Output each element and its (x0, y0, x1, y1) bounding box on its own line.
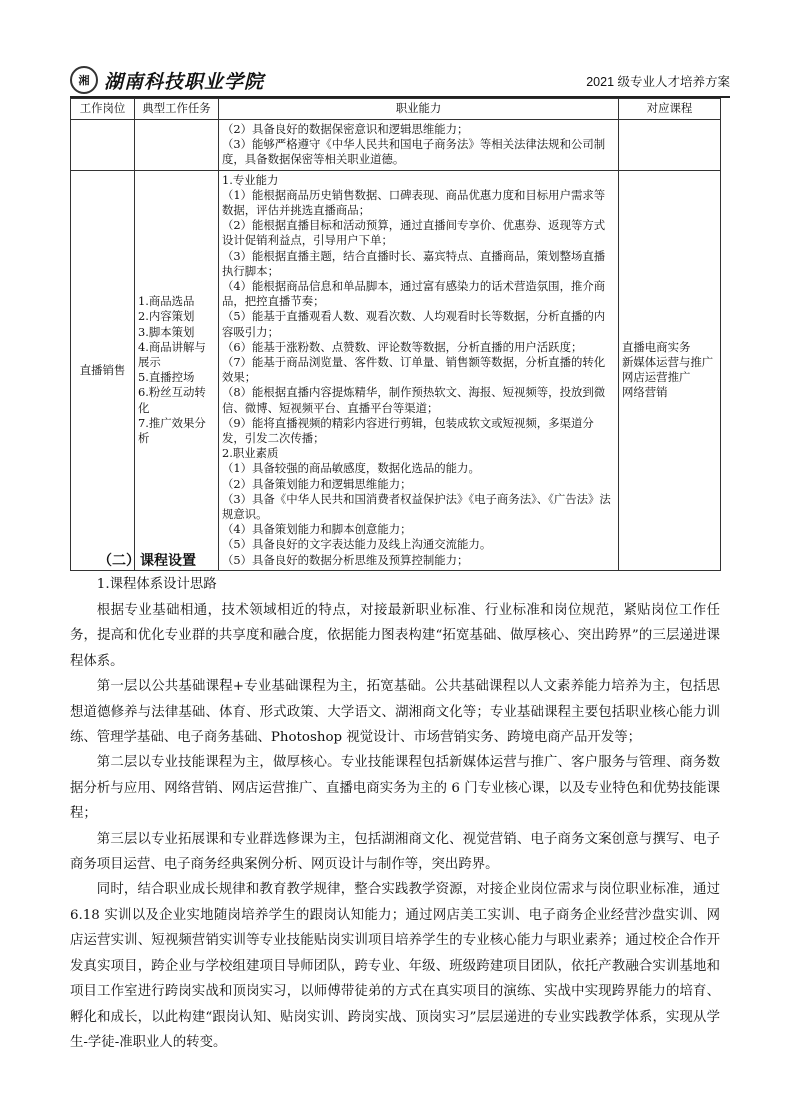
section-title: （二）课程设置 (98, 553, 196, 569)
column-header-tasks: 典型工作任务 (135, 99, 219, 120)
ability-line: （3）能根据直播主题，结合直播时长、嘉宾特点、直播商品，策划整场直播执行脚本； (222, 248, 606, 278)
ability-line: （2）具备策划能力和逻辑思维能力； (222, 476, 412, 491)
cell-position-empty (71, 120, 135, 171)
cell-tasks-empty (135, 120, 219, 171)
ability-line: （5）能基于直播观看人数、观看次数、人均观看时长等数据，分析直播的内容吸引力； (222, 309, 606, 339)
job-ability-table (70, 98, 721, 571)
column-header-abilities: 职业能力 (219, 99, 619, 120)
course-item: 直播电商实务 (622, 339, 691, 354)
column-header-courses: 对应课程 (619, 99, 721, 120)
task-item: 6.粉丝互动转化 (138, 385, 206, 415)
cell-tasks (135, 170, 219, 570)
table-header-row (71, 99, 721, 120)
cell-abilities (219, 170, 619, 570)
cell-position: 直播销售 (71, 170, 135, 570)
ability-line: （1）具备较强的商品敏感度，数据化选品的能力。 (222, 461, 480, 476)
column-header-position: 工作岗位 (71, 99, 135, 120)
paragraph: 根据专业基础相通，技术领域相近的特点，对接最新职业标准、行业标准和岗位规范，紧贴岗位工作任务，提高和优化专业群的共享度和融合度，依据能力图表构建“拓宽基础、做厚核心、突出跨界”的三层递进课程体系。 (70, 603, 720, 669)
task-item: 7.推广效果分析 (138, 415, 206, 446)
ability-line: （7）能基于商品浏览量、客件数、订单量、销售额等数据，分析直播的转化效果； (222, 355, 606, 385)
course-item: 网店运营推广 (622, 370, 691, 385)
school-logo (70, 66, 264, 94)
school-seal-icon: 湘 (70, 66, 98, 94)
task-item: 4.商品讲解与展示 (138, 339, 206, 370)
plan-title: 2021 级专业人才培养方案 (586, 75, 730, 89)
course-item: 网络营销 (622, 385, 668, 400)
school-name: 湖南科技职业学院 (104, 70, 265, 93)
ability-line: （3）能够严格遵守《中华人民共和国电子商务法》等相关法律法规和公司制度，具备数据保密等相关职业道德。 (222, 137, 606, 167)
ability-line: （4）具备策划能力和脚本创意能力； (222, 522, 412, 537)
page-header (70, 66, 730, 98)
cell-courses (619, 170, 721, 570)
cell-abilities-continued (219, 120, 619, 171)
ability-line: （8）能根据直播内容提炼精华，制作预热软文、海报、短视频等，投放到微信、微博、短视频平台、直播平台等渠道； (222, 385, 606, 415)
ability-line: （5）具备良好的数据分析思维及预算控制能力； (222, 552, 469, 567)
ability-line: （2）具备良好的数据保密意识和逻辑思维能力； (222, 122, 469, 136)
ability-line: （1）能根据商品历史销售数据、口碑表现、商品优惠力度和目标用户需求等数据，评估并挑选直播商品； (222, 187, 606, 218)
course-setup-section (70, 550, 720, 1055)
paragraph: 第一层以公共基础课程+专业基础课程为主，拓宽基础。公共基础课程以人文素养能力培养为主，包括思想道德修养与法律基础、体育、形式政策、大学语文、湖湘商文化等；专业基础课程主要包括职业核心能力训练、管理学基础、电子商务基础、Photoshop 视觉设计、市场营销实务、跨境电商产品开发等； (70, 679, 720, 746)
ability-line: （5）具备良好的文字表达能力及线上沟通交流能力。 (222, 537, 492, 552)
section-subtitle: 1.课程体系设计思路 (96, 577, 217, 592)
course-item: 新媒体运营与推广 (622, 355, 714, 370)
ability-line: （9）能将直播视频的精彩内容进行剪辑，包装成软文或短视频，多渠道分发，引发二次传播； (222, 415, 594, 446)
task-item: 5.直播控场 (138, 370, 195, 385)
ability-line: （3）具备《中华人民共和国消费者权益保护法》《电子商务法》、《广告法》法规意识。 (222, 491, 611, 522)
ability-line: （2）能根据直播目标和活动预算，通过直播间专享价、优惠券、返现等方式设计促销利益点，引导用户下单； (222, 218, 606, 248)
table-row-continued (71, 120, 721, 171)
task-item: 3.脚本策划 (138, 324, 195, 339)
paragraph: 第二层以专业技能课程为主，做厚核心。专业技能课程包括新媒体运营与推广、客户服务与管理、商务数据分析与应用、网络营销、网店运营推广、直播电商实务为主的 6 门专业核心课，以及专业特色和优势技能课程； (70, 755, 720, 822)
table-row-live-sales (71, 170, 721, 570)
task-item: 1.商品选品 (138, 294, 195, 309)
ability-line: （6）能基于涨粉数、点赞数、评论数等数据，分析直播的用户活跃度； (222, 339, 583, 354)
paragraph: 第三层以专业拓展课和专业群选修课为主，包括湖湘商文化、视觉营销、电子商务文案创意与撰写、电子商务项目运营、电子商务经典案例分析、网页设计与制作等，突出跨界。 (70, 831, 720, 873)
cell-courses-empty (619, 120, 721, 171)
paragraph: 同时，结合职业成长规律和教育教学规律，整合实践教学资源，对接企业岗位需求与岗位职业标准，通过 6.18 实训以及企业实地随岗培养学生的跟岗认知能力；通过网店美工实训、电子商务企业经营沙盘实训、网店运营实训、短视频营销实训等专业技能贴岗实训项目培养学生的专业核心能力与职业素养；通过校企合作开发真实项目，跨企业与学校组建项目导师团队，跨专业、年级、班级跨建项目团队，依托产教融合实训基地和项目工作室进行跨岗实战和顶岗实习，以师傅带徒弟的方式在真实项目的演练、实战中实现跨界能力的培育、孵化和成长，以此构建“跟岗认知、贴岗实训、跨岗实战、顶岗实习”层层递进的专业实践教学体系，实现从学生-学徒-准职业人的转变。 (70, 882, 720, 1050)
ability-line: 1.专业能力 (222, 172, 279, 187)
task-item: 2.内容策划 (138, 309, 195, 324)
ability-line: （4）能根据商品信息和单品脚本，通过富有感染力的话术营造氛围，推介商品，把控直播节奏； (222, 279, 606, 309)
ability-line: 2.职业素质 (222, 446, 279, 461)
